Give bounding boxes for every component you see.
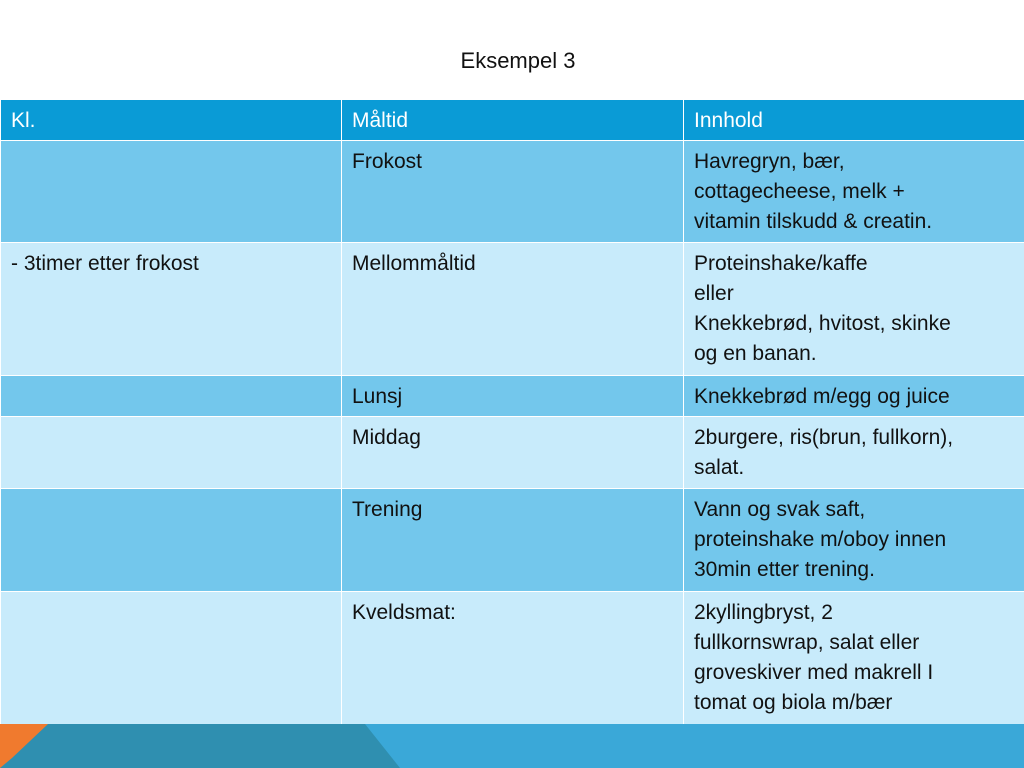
- table-row: [1, 592, 1024, 725]
- footer-teal-band: [0, 724, 400, 768]
- meal-cell: Middag: [342, 417, 684, 489]
- time-cell: [1, 141, 342, 243]
- table-row: [1, 417, 1024, 489]
- header-content: Innhold: [684, 100, 1024, 141]
- content-cell: Vann og svak saft, proteinshake m/oboy innen 30min etter trening.: [684, 489, 1024, 592]
- table-row: [1, 489, 1024, 592]
- footer-decoration: [0, 724, 1024, 768]
- table-row: [1, 243, 1024, 376]
- content-cell: Havregryn, bær, cottagecheese, melk + vitamin tilskudd & creatin.: [684, 141, 1024, 243]
- table-row: [1, 141, 1024, 243]
- content-cell: 2kyllingbryst, 2 fullkornswrap, salat eller groveskiver med makrell I tomat og biola m/bær: [684, 592, 1024, 725]
- content-cell: 2burgere, ris(brun, fullkorn), salat.: [684, 417, 1024, 489]
- meal-cell: Trening: [342, 489, 684, 592]
- time-cell: [1, 592, 342, 725]
- table-header-row: [1, 100, 1024, 141]
- time-cell: [1, 376, 342, 417]
- slide-title: Eksempel 3: [460, 48, 576, 73]
- content-cell: Knekkebrød m/egg og juice: [684, 376, 1024, 417]
- meal-cell: Kveldsmat:: [342, 592, 684, 725]
- time-cell: [1, 417, 342, 489]
- meal-cell: Lunsj: [342, 376, 684, 417]
- meal-cell: Mellommåltid: [342, 243, 684, 376]
- content-cell: Proteinshake/kaffe eller Knekkebrød, hvitost, skinke og en banan.: [684, 243, 1024, 376]
- time-cell: [1, 489, 342, 592]
- header-time: Kl.: [1, 100, 342, 141]
- meal-plan-table: [0, 99, 1024, 725]
- time-cell: - 3timer etter frokost: [1, 243, 342, 376]
- footer-shapes: [0, 724, 1024, 768]
- table-row: [1, 376, 1024, 417]
- header-meal: Måltid: [342, 100, 684, 141]
- meal-cell: Frokost: [342, 141, 684, 243]
